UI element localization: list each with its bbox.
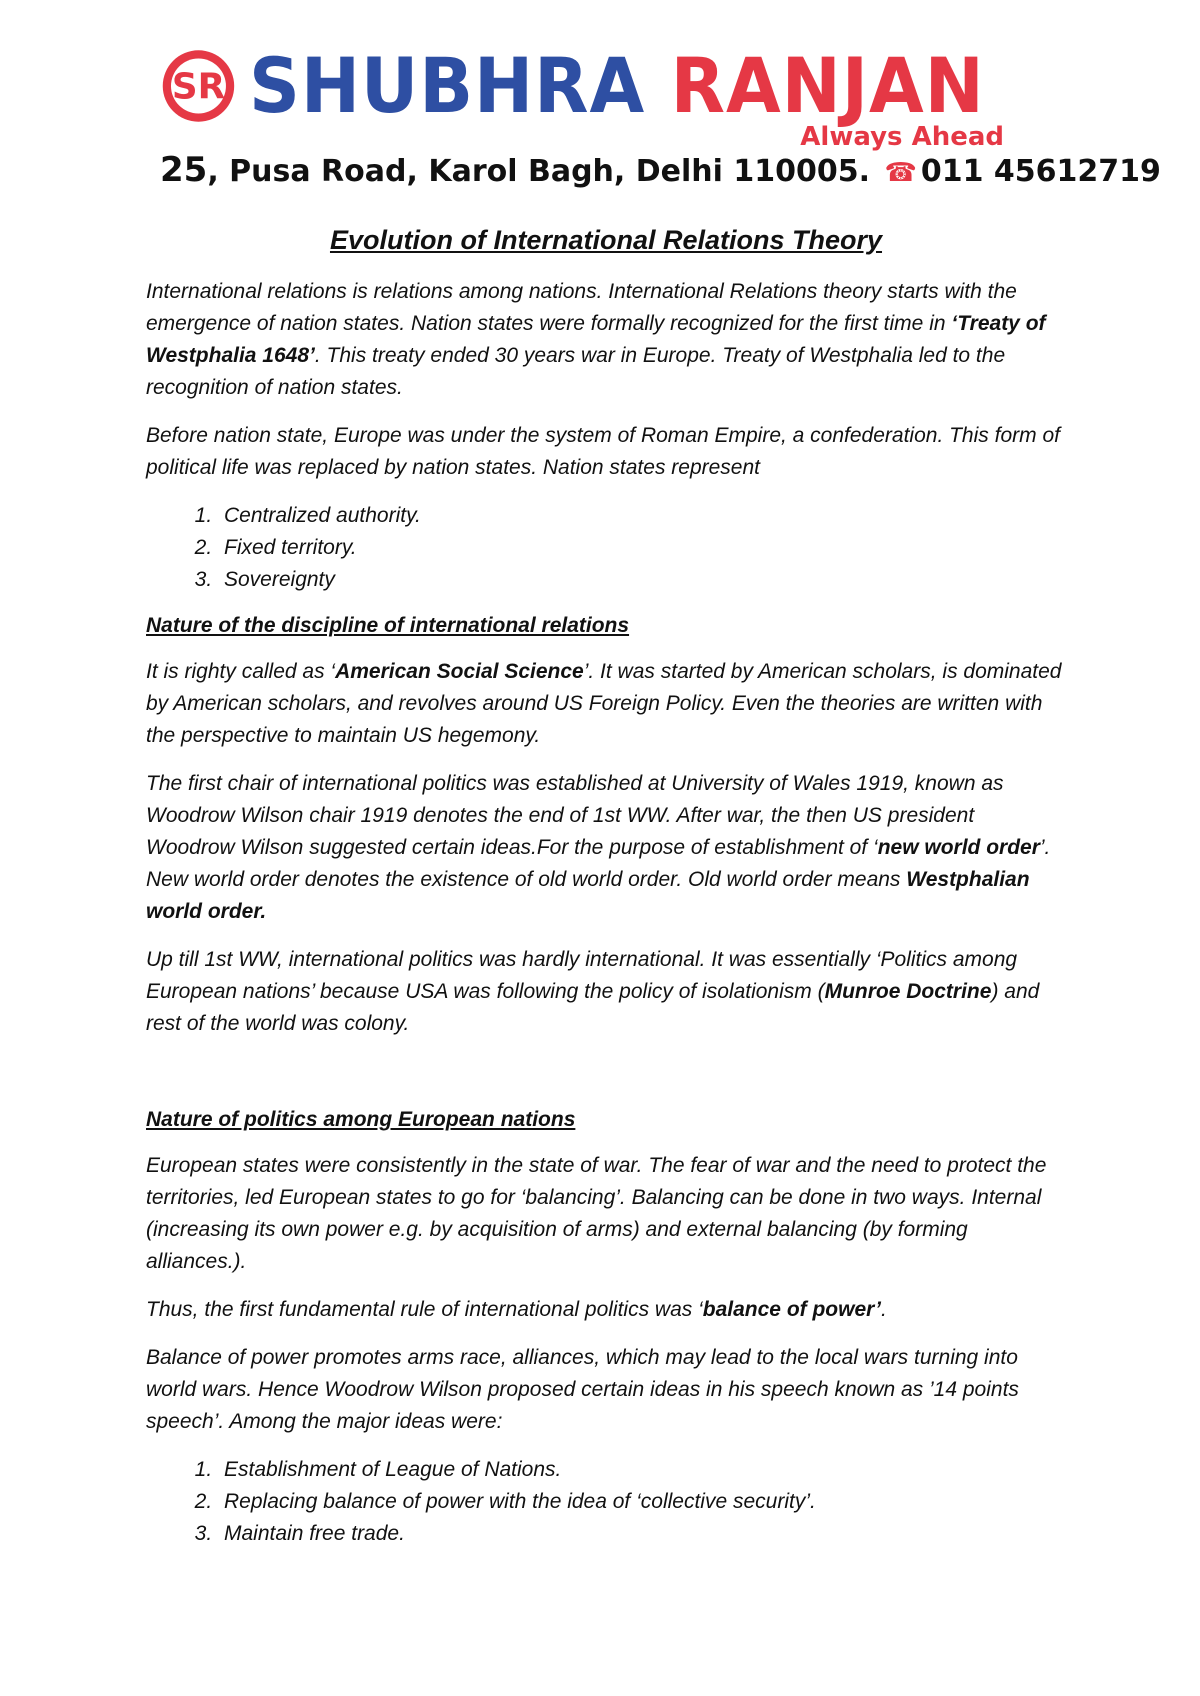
paragraph-7-text-a: Thus, the first fundamental rule of international politics was ‘ — [146, 1298, 703, 1321]
list-item: 3. Sovereignty — [218, 564, 1066, 596]
address-line — [160, 150, 1161, 190]
paragraph-5-text-c: ) and rest of the world was colony. — [146, 980, 1040, 1035]
list-item: 1. Centralized authority. — [218, 500, 1066, 532]
paragraph-7 — [146, 1294, 1066, 1326]
paragraph-1-text-a: International relations is relations among nations. International Relations theory starts with the emergence of nation states. Nation states were formally recognized for the first time in — [146, 280, 1017, 335]
paragraph-2: Before nation state, Europe was under the system of Roman Empire, a confederation. This form of political life was replaced by nation states. Nation states represent — [146, 424, 1060, 479]
phone-number: 011 45612719 — [920, 154, 1161, 189]
paragraph-3-text-a: It is righty called as ‘ — [146, 660, 336, 683]
paragraph-4-text-c: ’. New world order denotes the existence of old world order. Old world order means — [146, 836, 1051, 891]
sr-monogram-logo — [160, 30, 237, 142]
paragraph-4-bold-2: Westphalian world order. — [146, 868, 1030, 923]
document-title: Evolution of International Relations Theory — [329, 225, 883, 255]
list-item: 1. Establishment of League of Nations. — [218, 1454, 1066, 1486]
document-body — [146, 210, 1066, 1564]
section-spacer — [146, 1056, 1066, 1104]
list-item: 2. Fixed territory. — [218, 532, 1066, 564]
svg-text:SR: SR — [171, 66, 226, 108]
list-item: 3. Maintain free trade. — [218, 1518, 1066, 1550]
wilson-ideas-list — [146, 1454, 1066, 1550]
paragraph-6: European states were consistently in the state of war. The fear of war and the need to protect the territories, led European states to go for ‘balancing’. Balancing can be done in two ways. Internal (increasing its own power e.g. by acquisition of arms) and external balancing (by forming alliances.). — [146, 1154, 1047, 1273]
address-text: , Pusa Road, Karol Bagh, Delhi 110005. — [207, 154, 870, 189]
brand-name — [248, 41, 985, 130]
paragraph-1 — [146, 276, 1066, 404]
paragraph-5-text-a: Up till 1st WW, international politics was hardly international. It was essentially ‘Politics among European nations’ because USA was following the policy of isolationism ( — [146, 948, 1018, 1003]
section-heading-european-politics: Nature of politics among European nations — [146, 1108, 576, 1131]
paragraph-3-bold: American Social Science — [335, 660, 584, 683]
brand-name-part1: SHUBHRA — [248, 41, 646, 130]
brand-name-part2: RANJAN — [670, 41, 985, 130]
paragraph-4-text-a: The first chair of international politics was established at University of Wales 1919, known as Woodrow Wilson chair 1919 denotes the end of 1st WW. After war, the then US president Woodrow Wilson suggested certain ideas.For the purpose of establishment of ‘ — [146, 772, 1004, 859]
paragraph-7-text-c: . — [880, 1298, 887, 1321]
paragraph-7-bold: balance of power’ — [702, 1298, 881, 1321]
letterhead — [160, 30, 1161, 190]
phone-icon: ☎ — [884, 158, 917, 188]
paragraph-3-text-c: ’. It was started by American scholars, is dominated by American scholars, and revolves around US Foreign Policy. Even the theories are written with the perspective to maintain US hegemony. — [146, 660, 1062, 747]
paragraph-1-bold: ‘Treaty of Westphalia 1648’ — [146, 312, 1046, 367]
address-number: 25 — [160, 150, 208, 190]
paragraph-5-bold: Munroe Doctrine — [824, 980, 992, 1003]
list-item: 2. Replacing balance of power with the idea of ‘collective security’. — [218, 1486, 1066, 1518]
tagline: Always Ahead — [800, 122, 1004, 152]
paragraph-8: Balance of power promotes arms race, alliances, which may lead to the local wars turning into world wars. Hence Woodrow Wilson proposed certain ideas in his speech known as ’14 points speech’. Among the major ideas were: — [146, 1346, 1019, 1433]
paragraph-4-bold-1: new world order — [877, 836, 1040, 859]
paragraph-3 — [146, 656, 1066, 752]
paragraph-1-text-c: . This treaty ended 30 years war in Europe. Treaty of Westphalia led to the recognition of nation states. — [146, 344, 1006, 399]
paragraph-5 — [146, 944, 1066, 1040]
paragraph-4 — [146, 768, 1066, 928]
nation-state-list — [146, 500, 1066, 596]
section-heading-discipline: Nature of the discipline of international relations — [146, 614, 630, 637]
